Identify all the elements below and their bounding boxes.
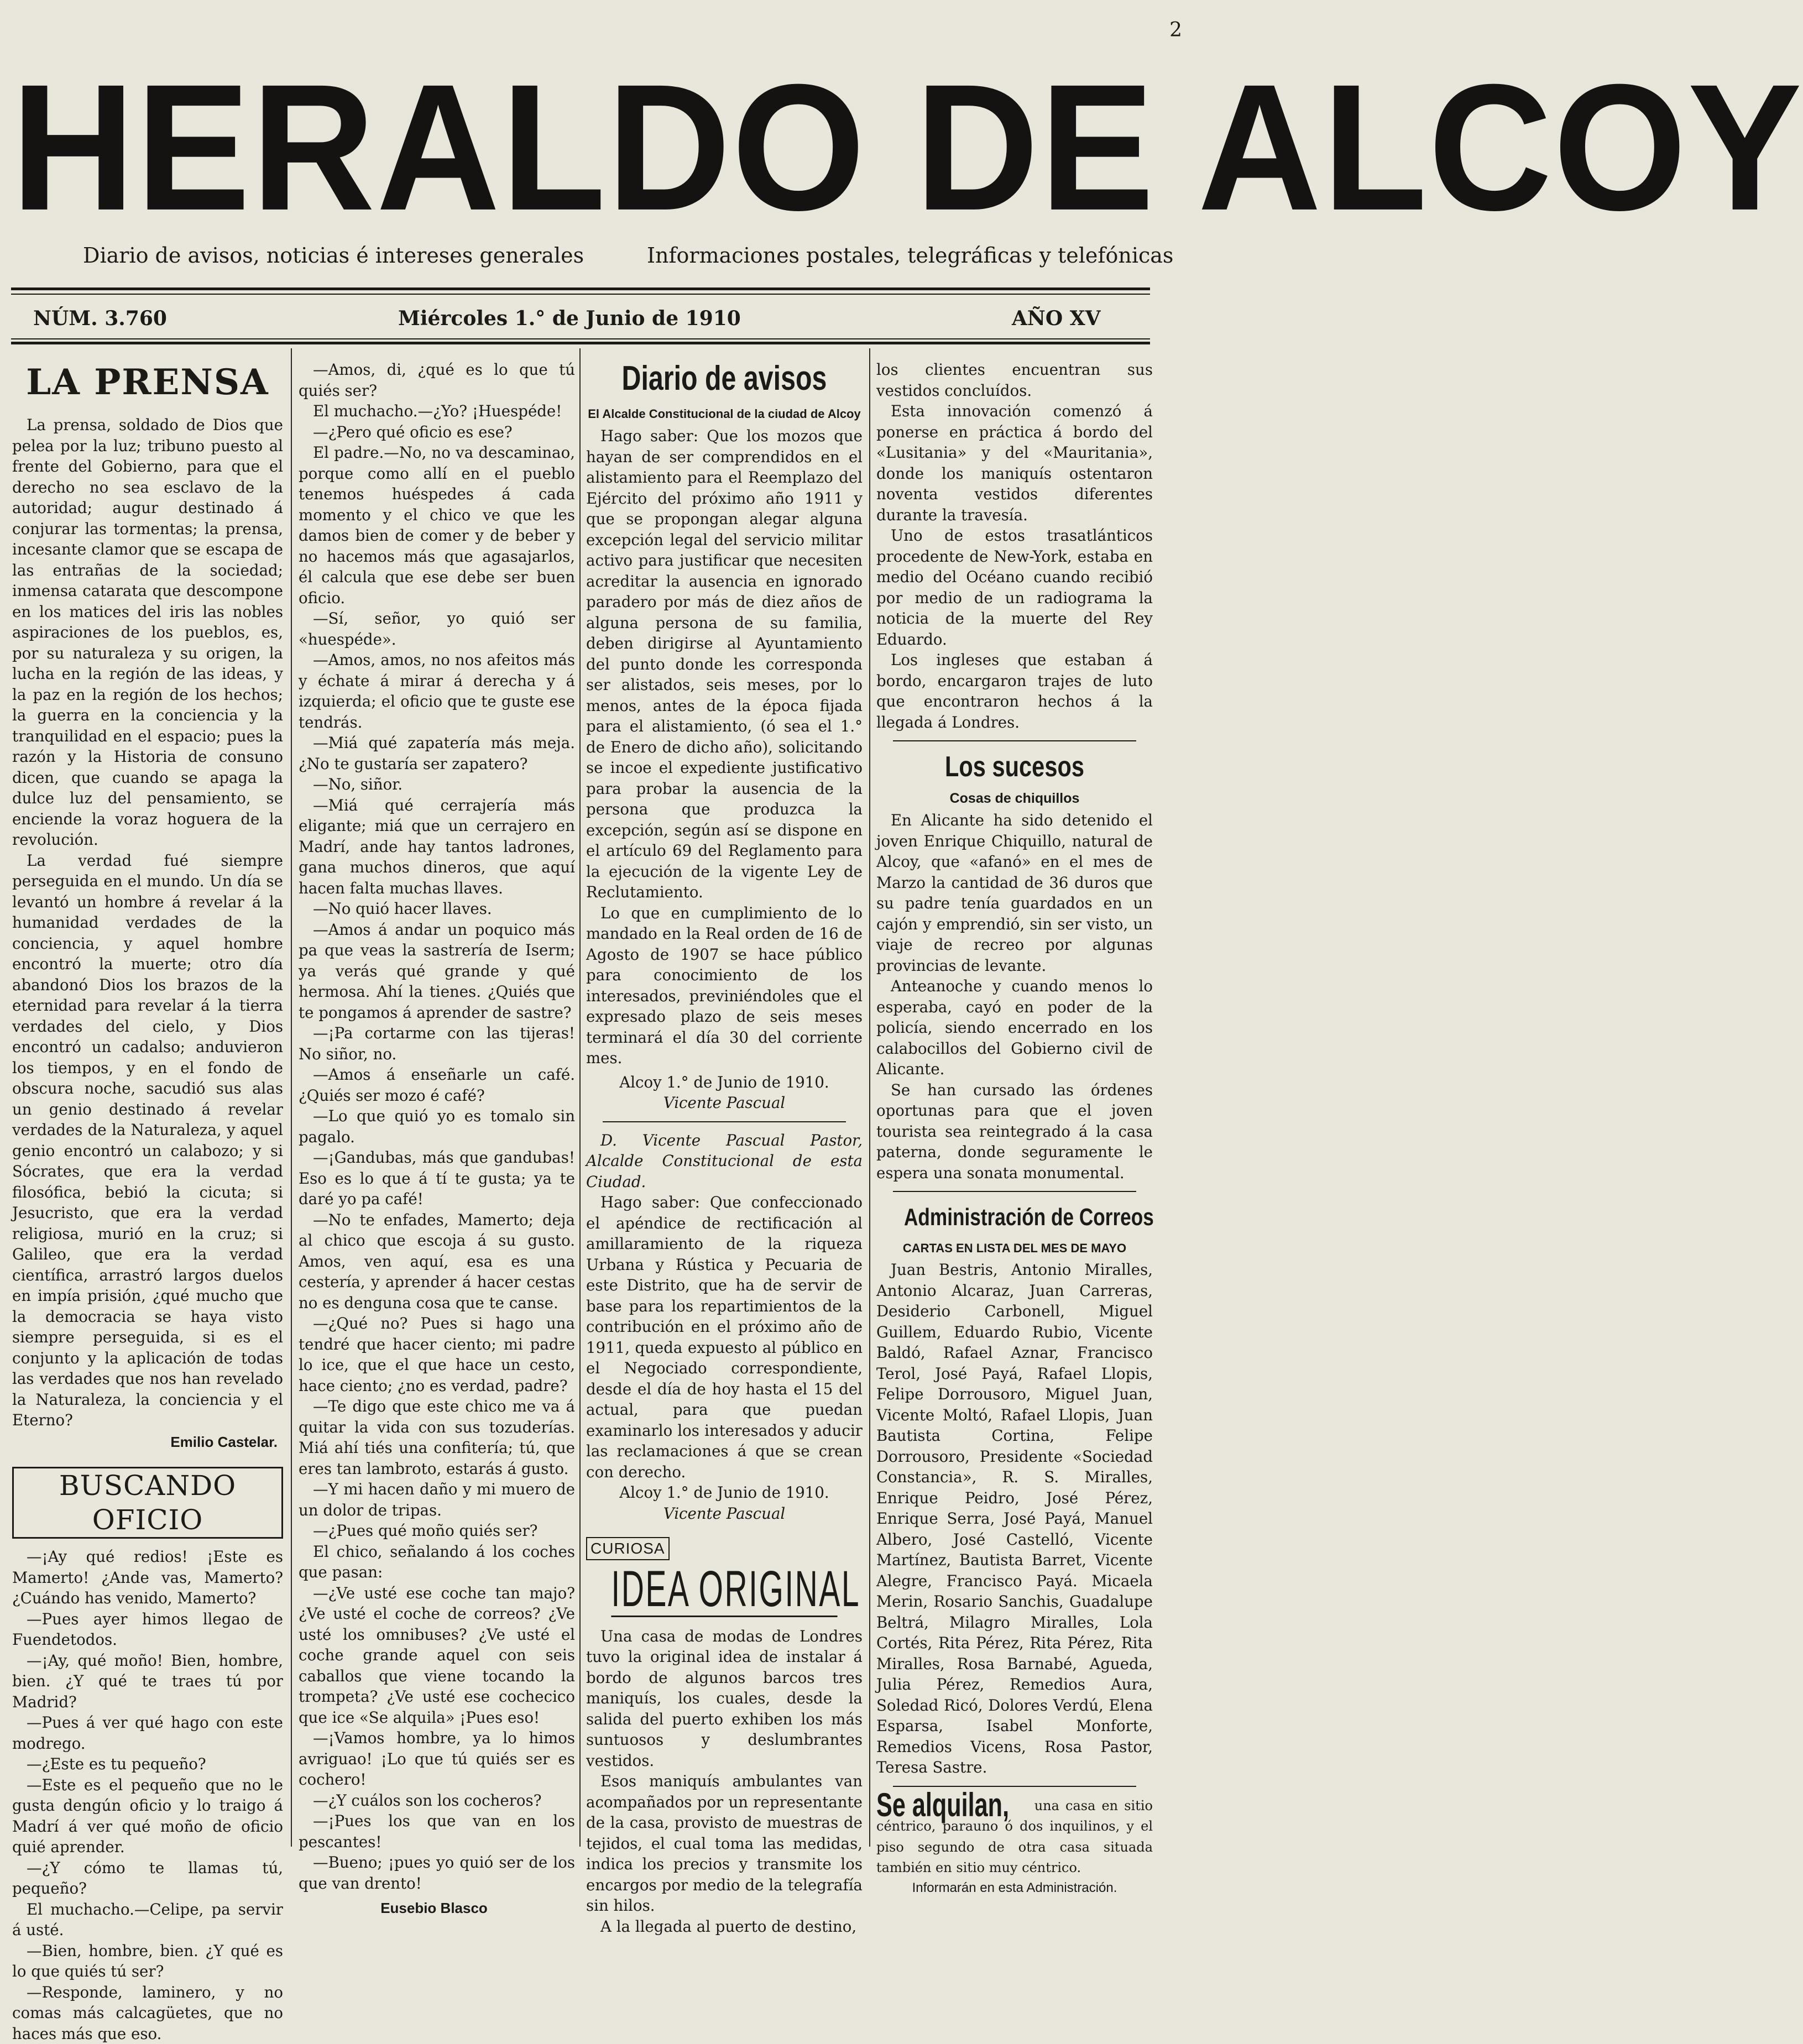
dialogue-line: —Sí, señor, yo quió ser «huespéde». [299,608,575,650]
masthead-rule-thin [11,294,1150,295]
bando-date-2: Alcoy 1.° de Junio de 1910. [586,1482,863,1503]
dialogue-line: —¡Pa cortarme con las tijeras! No siñor, no. [299,1023,575,1064]
idea-continuation-1: los clientes encuentran sus vestidos concluídos. [876,359,1153,401]
curiosa-label: CURIOSA [586,1537,670,1560]
idea-original-title: IDEA ORIGINAL [611,1562,837,1617]
buscando-oficio-title: BUSCANDO OFICIO [12,1467,283,1539]
dialogue-line: —Amos á enseñarle un café. ¿Quiés ser mozo é café? [299,1064,575,1106]
idea-continuation-4: Los ingleses que estaban á bordo, encargaron trajes de luto que encontraron hechos á la llegada á Londres. [876,650,1153,733]
oficio-line: —¡Ay, qué moño! Bien, hombre, bien. ¿Y qué te traes tú por Madrid? [12,1650,283,1713]
cartas-list: Juan Bestris, Antonio Miralles, Antonio Alcaraz, Juan Carreras, Desiderio Carbonell, Miguel Guillem, Eduardo Rubio, Vicente Baldó, Rafael Aznar, Francisco Terol, José Payá, Rafael Llopis, Felipe Dorrousoro, Miguel Juan, Vicente Moltó, Rafael Llopis, Juan Bautista Cortina, Felipe Dorrousoro, Presidente «Sociedad Constancia», R. S. Miralles, Enrique Peidro, José Pérez, Enrique Serra, José Payá, Manuel Albero, José Castelló, Vicente Martínez, Bautista Barret, Vicente Alegre, Francisco Payá. Micaela Merin, Rosario Sanchis, Guadalupe Beltrá, Milagro Miralles, Lola Cortés, Rita Pérez, Rita Pérez, Rita Miralles, Rosa Barnabé, Agueda, Julia Pérez, Remedios Aura, Soledad Ricó, Dolores Verdú, Elena Esparsa, Isabel Monforte, Remedios Vicens, Rosa Pastor, Teresa Sastre. [876,1259,1153,1778]
masthead-subtitle-left: Diario de avisos, noticias é intereses generales [83,243,584,268]
dialogue-line: —Amos, di, ¿qué es lo que tú quiés ser? [299,359,575,401]
alcalde-heading: El Alcalde Constitucional de la ciudad de Alcoy [586,405,863,424]
dialogue-line: —No, siñor. [299,774,575,795]
page-number: 2 [1169,19,1182,41]
cosas-de-chiquillos-heading: Cosas de chiquillos [876,789,1153,808]
se-alquilan-text: una casa en sitio céntrico, parauno ó dos inquilinos, y el piso segundo de otra casa situada también en sitio muy céntrico. [876,1798,1153,1876]
la-prensa-paragraph-2: La verdad fué siempre perseguida en el mundo. Un día se levantó un hombre á revelar á la humanidad verdades de la conciencia, y aquel hombre encontró la muerte; otro día abandonó Dios los brazos de la eternidad para revelar á la tierra verdades del cielo, y Dios encontró un cadalso; anduvieron los tiempos, y en el fondo de obscura noche, sacudió sus alas un genio destinado á revelar verdades de la Naturaleza, y aquel genio encontró un calabozo; y si Sócrates, que era la verdad filosófica, bebió la cicuta; si Jesucristo, que era la verdad religiosa, murió en la cruz; si Galileo, que era la verdad científica, arrastró largos duelos en impía prisión, ¿qué mucho que la democracia se haya visto siempre perseguida, si es el conjunto y la aplicación de todas las verdades que nos han revelado la Naturaleza, la conciencia y el Eterno? [12,850,283,1431]
oficio-line: —¿Este es tu pequeño? [12,1754,283,1775]
dialogue-line: —¡Gandubas, más que gandubas! Eso es lo que á tí te gusta; ya te daré yo pa café! [299,1147,575,1210]
bando-paragraph-1: Hago saber: Que los mozos que hayan de ser comprendidos en el alistamiento para el Reemplazo del Ejército del próximo año 1911 y que se propongan alegar alguna excepción legal del servicio militar activo para justificar que necesiten acreditar la ausencia en ignorado paradero por más de diez años de alguna persona de su familia, deben dirigirse al Ayuntamiento del punto donde les corresponda ser alistados, seis meses, por lo menos, antes de la época fijada para el alistamiento, (ó sea el 1.° de Enero de dicho año), solicitando se incoe el expediente justificativo para probar la ausencia de la persona que produzca la excepción, según así se dispone en el artículo 69 del Reglamento para la ejecución de la vigente Ley de Reclutamiento. [586,426,863,903]
la-prensa-paragraph-1: La prensa, soldado de Dios que pelea por la luz; tribuno puesto al frente del Gobierno, para que el derecho no sea esclavo de la autoridad; augur destinado á conjurar las tormentas; la prensa, incesante clamor que se escapa de las entrañas de la sociedad; inmensa catarata que descompone en los matices del iris las nobles aspiraciones de los pueblos, es, por su naturaleza y su origen, la lucha en la región de las ideas, y la paz en la región de los hechos; la guerra en la conciencia y la tranquilidad en el espacio; pues la razón y la Historia de consuno dicen, que cuando se apaga la dulce luz del pensamiento, se enciende la voraz hoguera de la revolución. [12,415,283,850]
dialogue-line: El chico, señalando á los coches que pasan: [299,1541,575,1583]
cartas-heading: CARTAS EN LISTA DEL MES DE MAYO [876,1240,1153,1257]
dialogue-line: —¡Vamos hombre, ya lo himos avriguao! ¡Lo que tú quiés ser es cochero! [299,1728,575,1790]
column-divider-1 [291,348,292,1847]
column-2 [299,359,575,1922]
oficio-line: —Este es el pequeño que no le gusta dengún oficio y lo traigo á Madrí á ver qué moño de oficio quié aprender. [12,1775,283,1858]
idea-paragraph-2: Esos maniquís ambulantes van acompañados por un representante de la casa, provisto de muestras de tejidos, el cual toma las medidas, indica los precios y transmite los encargos por medio de la telegrafía sin hilos. [586,1771,863,1916]
dialogue-line: —Miá qué zapatería más meja. ¿No te gustaría ser zapatero? [299,733,575,774]
dialogue-line: —¿Y cuálos son los cocheros? [299,1790,575,1811]
dateline-rule [11,342,1150,344]
dialogue-line: —Y mi hacen daño y mi muero de un dolor de tripas. [299,1479,575,1520]
bando-signature-2: Vicente Pascual [586,1503,863,1524]
dialogue-line: —Amos á andar un poquico más pa que veas la sastrería de Iserm; ya verás qué grande y qué hermosa. Ahí la tienes. ¿Quiés que te pongamos á aprender de sastre? [299,919,575,1023]
sucesos-paragraph-1: En Alicante ha sido detenido el joven Enrique Chiquillo, natural de Alcoy, que «afanó» en el mes de Marzo la cantidad de 36 duros que su padre tenía guardados en un cajón y emprendió, sin ser visto, un viaje de recreo por algunas provincias de levante. [876,810,1153,976]
los-sucesos-title: Los sucesos [904,749,1125,785]
separator [893,1191,1136,1192]
bando-paragraph-3: Hago saber: Que confeccionado el apéndice de rectificación al amillaramiento de la riqueza Urbana y Rústica y Pecuaria de este Distrito, que ha de servir de base para los repartimientos de la contribución en el próximo año de 1911, queda expuesto al público en el Negociado correspondiente, desde el día de hoy hasta el 15 del actual, para que puedan examinarlo los interesados y aducir las reclamaciones á que se crean con derecho. [586,1192,863,1482]
oficio-line: —Pues ayer himos llegao de Fuendetodos. [12,1609,283,1650]
column-1 [12,359,283,2044]
administracion-de-correos-title: Administración de Correos [904,1200,1125,1235]
idea-paragraph-1: Una casa de modas de Londres tuvo la original idea de instalar á bordo de algunos barcos tres maniquís, los cuales, desde la salida del puerto exhiben los más suntuosos y deslumbrantes vestidos. [586,1626,863,1771]
oficio-line: —¡Ay qué redios! ¡Este es Mamerto! ¿Ande vas, Mamerto? ¿Cuándo has venido, Mamerto? [12,1546,283,1609]
dialogue-line: —Te digo que este chico me va á quitar la vida con sus tozuderías. Miá ahí tiés una confitería; tú, que eres tan lambroto, estarás á gusto. [299,1396,575,1479]
separator [893,740,1136,741]
masthead-subtitle-right: Informaciones postales, telegráficas y telefónicas [647,243,1173,268]
oficio-line: El muchacho.—Celipe, pa servir á usté. [12,1899,283,1941]
dateline-rule-thin [11,338,1150,339]
dialogue-line: —No te enfades, Mamerto; deja al chico que escoja á su gusto. Amos, ven aquí, esa es una cestería, y aprender á hacer cestas no es denguna cosa que te canse. [299,1210,575,1314]
issue-date: Miércoles 1.° de Junio de 1910 [398,307,741,330]
oficio-line: —¿Y cómo te llamas tú, pequeño? [12,1858,283,1899]
dialogue-line: —¿Qué no? Pues si hago una tendré que hacer ciento; mi padre lo ice, que el que hace un cesto, hace ciento; ¿no es verdad, padre? [299,1313,575,1396]
idea-continuation-3: Uno de estos trasatlánticos procedente de New-York, estaba en medio del Océano cuando recibió por medio de un radiograma la noticia de la muerte del Rey Eduardo. [876,525,1153,650]
dialogue-line: —¿Ve usté ese coche tan majo? ¿Ve usté el coche de correos? ¿Ve usté los omnibuses? ¿Ve usté el coche grande aquel con seis caballos que viene tocando la trompeta? ¿Ve usté ese cochecico que ice «Se alquila» ¡Pues eso! [299,1583,575,1728]
issue-year: AÑO XV [1012,307,1101,330]
masthead-title: HERALDO DE ALCOY [11,49,1172,246]
dialogue-line: —Lo que quió yo es tomalo sin pagalo. [299,1106,575,1147]
column-4 [876,359,1153,1898]
diario-de-avisos-title: Diario de avisos [616,357,832,400]
sucesos-paragraph-2: Anteanoche y cuando menos lo esperaba, cayó en poder de la policía, siendo encerrado en los calabocillos del Gobierno civil de Alicante. [876,976,1153,1080]
sucesos-paragraph-3: Se han cursado las órdenes oportunas para que el joven tourista sea reintegrado á la casa paterna, donde seguramente le espera una sonata monumental. [876,1080,1153,1184]
bando-paragraph-2: Lo que en cumplimiento de lo mandado en la Real orden de 16 de Agosto de 1907 se hace público para conocimiento de los interesados, previniéndoles que el expresado plazo de seis meses terminará el día 30 del corriente mes. [586,903,863,1069]
dateline [33,307,1139,336]
oficio-line: —Bien, hombre, bien. ¿Y qué es lo que quiés tú ser? [12,1941,283,1982]
dialogue-line: El padre.—No, no va descaminao, porque como allí en el pueblo tenemos huéspedes á cada momento y el chico ve que les damos bien de comer y de beber y no hacemos más que agasajarlos, él calcula que ese debe ser buen oficio. [299,442,575,608]
la-prensa-signature: Emilio Castelar. [12,1432,278,1453]
dialogue-line: —¡Pues los que van en los pescantes! [299,1811,575,1852]
oficio-line: —Pues á ver qué hago con este modrego. [12,1712,283,1754]
vicente-heading: D. Vicente Pascual Pastor, Alcalde Constitucional de esta Ciudad. [586,1130,863,1193]
separator [603,1121,846,1122]
se-alquilan-info: Informarán en esta Administración. [876,1878,1153,1899]
bando-date-1: Alcoy 1.° de Junio de 1910. [586,1072,863,1093]
se-alquilan-title: Se alquilan, [876,1795,1009,1816]
dialogue-line: —Amos, amos, no nos afeitos más y échate á mirar á derecha y á izquierda; el oficio que te guste ese tendrás. [299,650,575,733]
dialogue-line: —¿Pero qué oficio es ese? [299,422,575,443]
oficio-line: —Responde, laminero, y no comas más calcagüetes, que no haces más que eso. [12,1982,283,2044]
column-divider-2 [579,348,581,1847]
dialogue-line: El muchacho.—¿Yo? ¡Huespéde! [299,401,575,422]
dialogue-line: —Bueno; ¡pues yo quió ser de los que van drento! [299,1852,575,1894]
idea-continuation-2: Esta innovación comenzó á ponerse en práctica á bordo del «Lusitania» y del «Mauritania», donde los maniquís ostentaron noventa vestidos diferentes durante la travesía. [876,401,1153,525]
bando-signature-1: Vicente Pascual [586,1092,863,1114]
masthead-rule-top [11,287,1150,290]
column-3 [586,359,863,1937]
oficio-signature: Eusebio Blasco [299,1898,569,1919]
column-divider-3 [869,348,870,1847]
dialogue-line: —No quió hacer llaves. [299,898,575,919]
dialogue-line: —Miá qué cerrajería más eligante; miá que un cerrajero en Madrí, ande hay tantos ladrones, gana muchos dineros, que aquí hacen falta muchas llaves. [299,795,575,899]
la-prensa-title: LA PRENSA [12,360,283,405]
dialogue-line: —¿Pues qué moño quiés ser? [299,1520,575,1541]
idea-paragraph-3: A la llegada al puerto de destino, [586,1916,863,1937]
se-alquilan-notice [876,1795,1153,1878]
issue-number: NÚM. 3.760 [33,307,167,330]
